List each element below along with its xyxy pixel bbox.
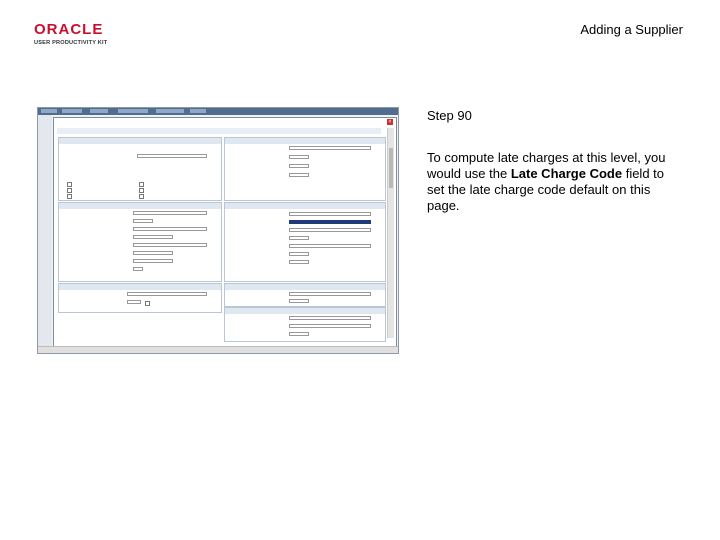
field-input bbox=[289, 324, 371, 328]
checkbox bbox=[139, 182, 144, 187]
panel-header bbox=[59, 203, 221, 209]
slide-title: Adding a Supplier bbox=[580, 22, 683, 37]
description-field-name: Late Charge Code bbox=[510, 166, 623, 181]
nav-link bbox=[190, 109, 206, 113]
field-input bbox=[133, 243, 207, 247]
panel-header bbox=[59, 284, 221, 290]
horizontal-scrollbar bbox=[38, 346, 398, 353]
field-input bbox=[133, 267, 143, 271]
nav-link bbox=[41, 109, 57, 113]
field-input bbox=[289, 244, 371, 248]
document-sequencing-panel bbox=[224, 283, 386, 307]
oracle-upk-logo bbox=[34, 22, 124, 46]
panel-header bbox=[225, 138, 385, 144]
field-input bbox=[133, 251, 173, 255]
scrollbar-thumb bbox=[389, 148, 393, 188]
field-input bbox=[133, 219, 153, 223]
nav-link bbox=[118, 109, 148, 113]
field-input bbox=[289, 260, 309, 264]
checkbox bbox=[145, 301, 150, 306]
additional-options-section-header bbox=[57, 128, 381, 134]
payment-control-panel bbox=[58, 137, 222, 201]
nav-link bbox=[156, 109, 184, 113]
field-input bbox=[289, 228, 371, 232]
oracle-logo-text: ORACLE bbox=[34, 21, 104, 38]
field-input bbox=[289, 236, 309, 240]
description-text-start: To compute late charges at this level, you would use the bbox=[427, 150, 666, 181]
top-navigation-bar bbox=[38, 108, 398, 115]
bank-panel bbox=[224, 137, 386, 201]
additional-payment-info-panel bbox=[224, 202, 386, 282]
panel-header bbox=[225, 308, 385, 314]
checkbox bbox=[67, 194, 72, 199]
nav-link bbox=[90, 109, 108, 113]
field-input bbox=[127, 292, 207, 296]
left-sidebar bbox=[38, 115, 52, 353]
nav-link bbox=[62, 109, 82, 113]
upk-tagline: USER PRODUCTIVITY KIT bbox=[34, 40, 108, 46]
panel-header bbox=[225, 284, 385, 290]
late-charge-code-field bbox=[289, 332, 309, 336]
checkbox bbox=[67, 182, 72, 187]
step-label: Step 90 bbox=[427, 108, 472, 123]
panel-header bbox=[59, 138, 221, 144]
selected-field-input bbox=[289, 220, 371, 224]
field-input bbox=[133, 211, 207, 215]
field-input bbox=[289, 146, 371, 150]
close-icon: × bbox=[388, 119, 392, 125]
field-input bbox=[127, 300, 141, 304]
description-text-end: field to set the late charge code default on this page. bbox=[427, 166, 665, 213]
field-input bbox=[133, 235, 173, 239]
field-input bbox=[289, 173, 309, 177]
field-input bbox=[133, 227, 207, 231]
payables-options-dialog bbox=[53, 117, 397, 347]
field-input bbox=[289, 155, 309, 159]
late-charges-panel bbox=[224, 307, 386, 342]
checkbox bbox=[67, 188, 72, 193]
field-input bbox=[289, 164, 309, 168]
checkbox bbox=[139, 194, 144, 199]
vertical-scrollbar bbox=[387, 128, 394, 338]
application-screenshot bbox=[37, 107, 399, 354]
field-input bbox=[289, 316, 371, 320]
field-input bbox=[289, 252, 309, 256]
draft-processing-panel bbox=[58, 202, 222, 282]
step-description bbox=[427, 150, 677, 214]
field-input bbox=[289, 299, 309, 303]
field-input bbox=[133, 259, 173, 263]
checkbox bbox=[139, 188, 144, 193]
panel-header bbox=[225, 203, 385, 209]
field-input bbox=[137, 154, 207, 158]
holiday-processing-panel bbox=[58, 283, 222, 313]
field-input bbox=[289, 292, 371, 296]
field-input bbox=[289, 212, 371, 216]
